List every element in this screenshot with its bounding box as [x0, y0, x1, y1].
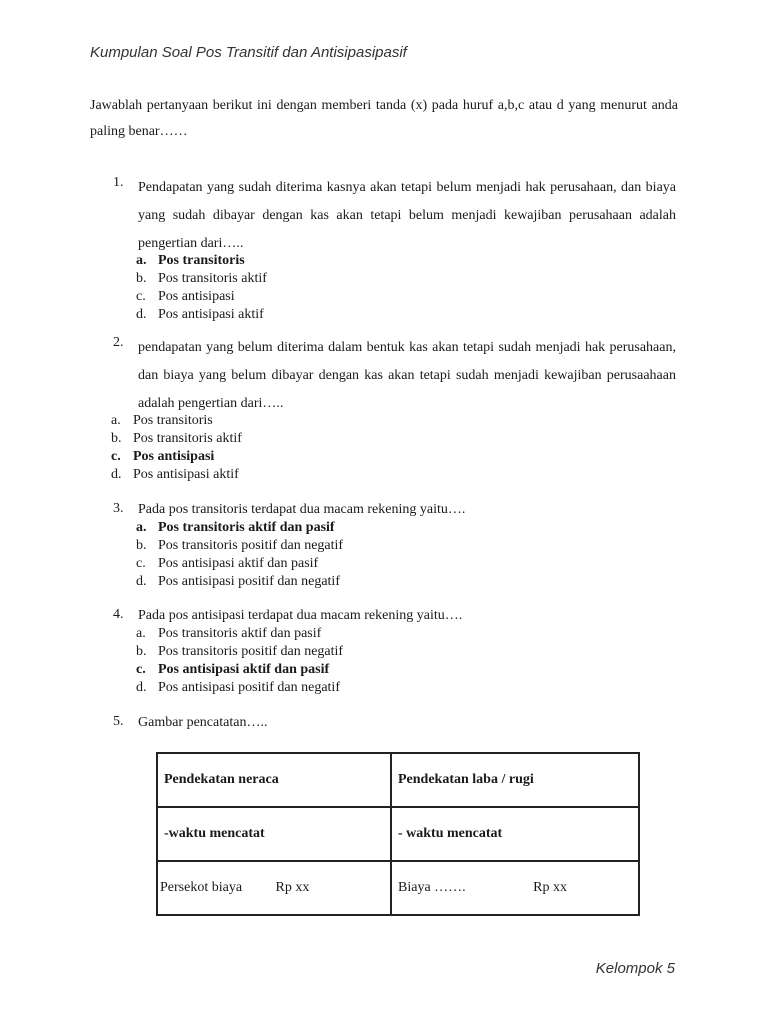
table-header-cell: Pendekatan laba / rugi: [391, 753, 639, 807]
option-a[interactable]: [111, 412, 676, 430]
question-number: 2.: [113, 335, 124, 350]
entry-label: Persekot biaya: [160, 880, 243, 895]
option-letter: d.: [136, 574, 147, 589]
option-text: Pos antisipasi: [133, 449, 215, 464]
question-number: 4.: [113, 607, 124, 622]
question-text: Pendapatan yang sudah diterima kasnya akan tetapi belum menjadi hak perusahaan, dan biaya yang sudah dibayar dengan kas akan tetapi belum menjadi kewajiban perusahaan adalah pengertian dari…..: [138, 180, 676, 251]
option-text: Pos antisipasi aktif: [158, 307, 264, 322]
option-b[interactable]: [136, 643, 676, 661]
option-text: Pos transitoris: [158, 253, 245, 268]
option-d[interactable]: [111, 466, 676, 484]
option-text: Pos antisipasi aktif dan pasif: [158, 556, 319, 571]
option-letter: a.: [136, 626, 146, 641]
option-b[interactable]: [136, 270, 676, 288]
option-list: [136, 625, 676, 697]
option-d[interactable]: [136, 306, 676, 324]
option-text: Pos transitoris aktif dan pasif: [158, 626, 322, 641]
table-row: [157, 753, 639, 807]
option-c[interactable]: [136, 555, 676, 573]
option-list: [136, 519, 676, 591]
option-text: Pos antisipasi aktif: [133, 467, 239, 482]
question-text: Pada pos transitoris terdapat dua macam rekening yaitu….: [138, 502, 466, 517]
table-header-cell: Pendekatan neraca: [157, 753, 391, 807]
page-header: Kumpulan Soal Pos Transitif dan Antisipasipasif: [90, 44, 407, 61]
instructions: Jawablah pertanyaan berikut ini dengan memberi tanda (x) pada huruf a,b,c atau d yang menurut anda paling benar……: [90, 98, 678, 139]
option-letter: b.: [111, 431, 122, 446]
option-text: Pos transitoris aktif dan pasif: [158, 520, 335, 535]
recording-table: [156, 752, 640, 916]
option-letter: b.: [136, 644, 147, 659]
option-c[interactable]: [111, 448, 676, 466]
table-cell: [391, 861, 639, 915]
option-a[interactable]: [136, 625, 676, 643]
question-number: 1.: [113, 175, 124, 190]
option-letter: c.: [136, 556, 146, 571]
question-3: [113, 501, 676, 591]
option-letter: d.: [136, 307, 147, 322]
option-b[interactable]: [136, 537, 676, 555]
table-row: [157, 807, 639, 861]
entry-amount: Rp xx: [533, 880, 567, 895]
page-footer: Kelompok 5: [595, 960, 675, 977]
option-list: [111, 412, 676, 484]
option-text: Pos antisipasi aktif dan pasif: [158, 662, 330, 677]
option-letter: c.: [136, 289, 146, 304]
entry-label: Biaya …….: [398, 880, 466, 895]
option-letter: c.: [111, 449, 121, 464]
table-cell: -waktu mencatat: [157, 807, 391, 861]
option-letter: a.: [111, 413, 121, 428]
question-2: [113, 334, 676, 484]
option-text: Pos transitoris: [133, 413, 213, 428]
question-4: [113, 607, 676, 697]
question-1: [113, 174, 676, 324]
question-text: Gambar pencatatan…..: [138, 715, 268, 730]
option-a[interactable]: [136, 519, 676, 537]
option-letter: b.: [136, 271, 147, 286]
option-letter: d.: [136, 680, 147, 695]
option-text: Pos antisipasi: [158, 289, 235, 304]
question-text: pendapatan yang belum diterima dalam bentuk kas akan tetapi sudah menjadi hak perusahaan, dan biaya yang belum dibayar dengan kas akan tetapi sudah menjadi kewajiban perusaahaan adalah pengertian dari…..: [138, 340, 676, 411]
option-text: Pos transitoris aktif: [133, 431, 242, 446]
question-text: Pada pos antisipasi terdapat dua macam rekening yaitu….: [138, 608, 463, 623]
option-c[interactable]: [136, 661, 676, 679]
question-number: 3.: [113, 501, 124, 516]
option-text: Pos transitoris positif dan negatif: [158, 644, 344, 659]
question-number: 5.: [113, 714, 124, 729]
option-letter: b.: [136, 538, 147, 553]
option-text: Pos antisipasi positif dan negatif: [158, 680, 340, 695]
option-c[interactable]: [136, 288, 676, 306]
option-text: Pos transitoris positif dan negatif: [158, 538, 344, 553]
option-a[interactable]: [136, 252, 676, 270]
option-text: Pos transitoris aktif: [158, 271, 267, 286]
table-cell: [157, 861, 391, 915]
option-letter: d.: [111, 467, 122, 482]
option-text: Pos antisipasi positif dan negatif: [158, 574, 340, 589]
option-letter: a.: [136, 253, 147, 268]
option-letter: c.: [136, 662, 146, 677]
option-d[interactable]: [136, 679, 676, 697]
table-cell: - waktu mencatat: [391, 807, 639, 861]
option-letter: a.: [136, 520, 147, 535]
option-list: [136, 252, 676, 324]
table-row: [157, 861, 639, 915]
question-5: [113, 714, 676, 732]
option-b[interactable]: [111, 430, 676, 448]
option-d[interactable]: [136, 573, 676, 591]
entry-amount: Rp xx: [275, 880, 310, 895]
